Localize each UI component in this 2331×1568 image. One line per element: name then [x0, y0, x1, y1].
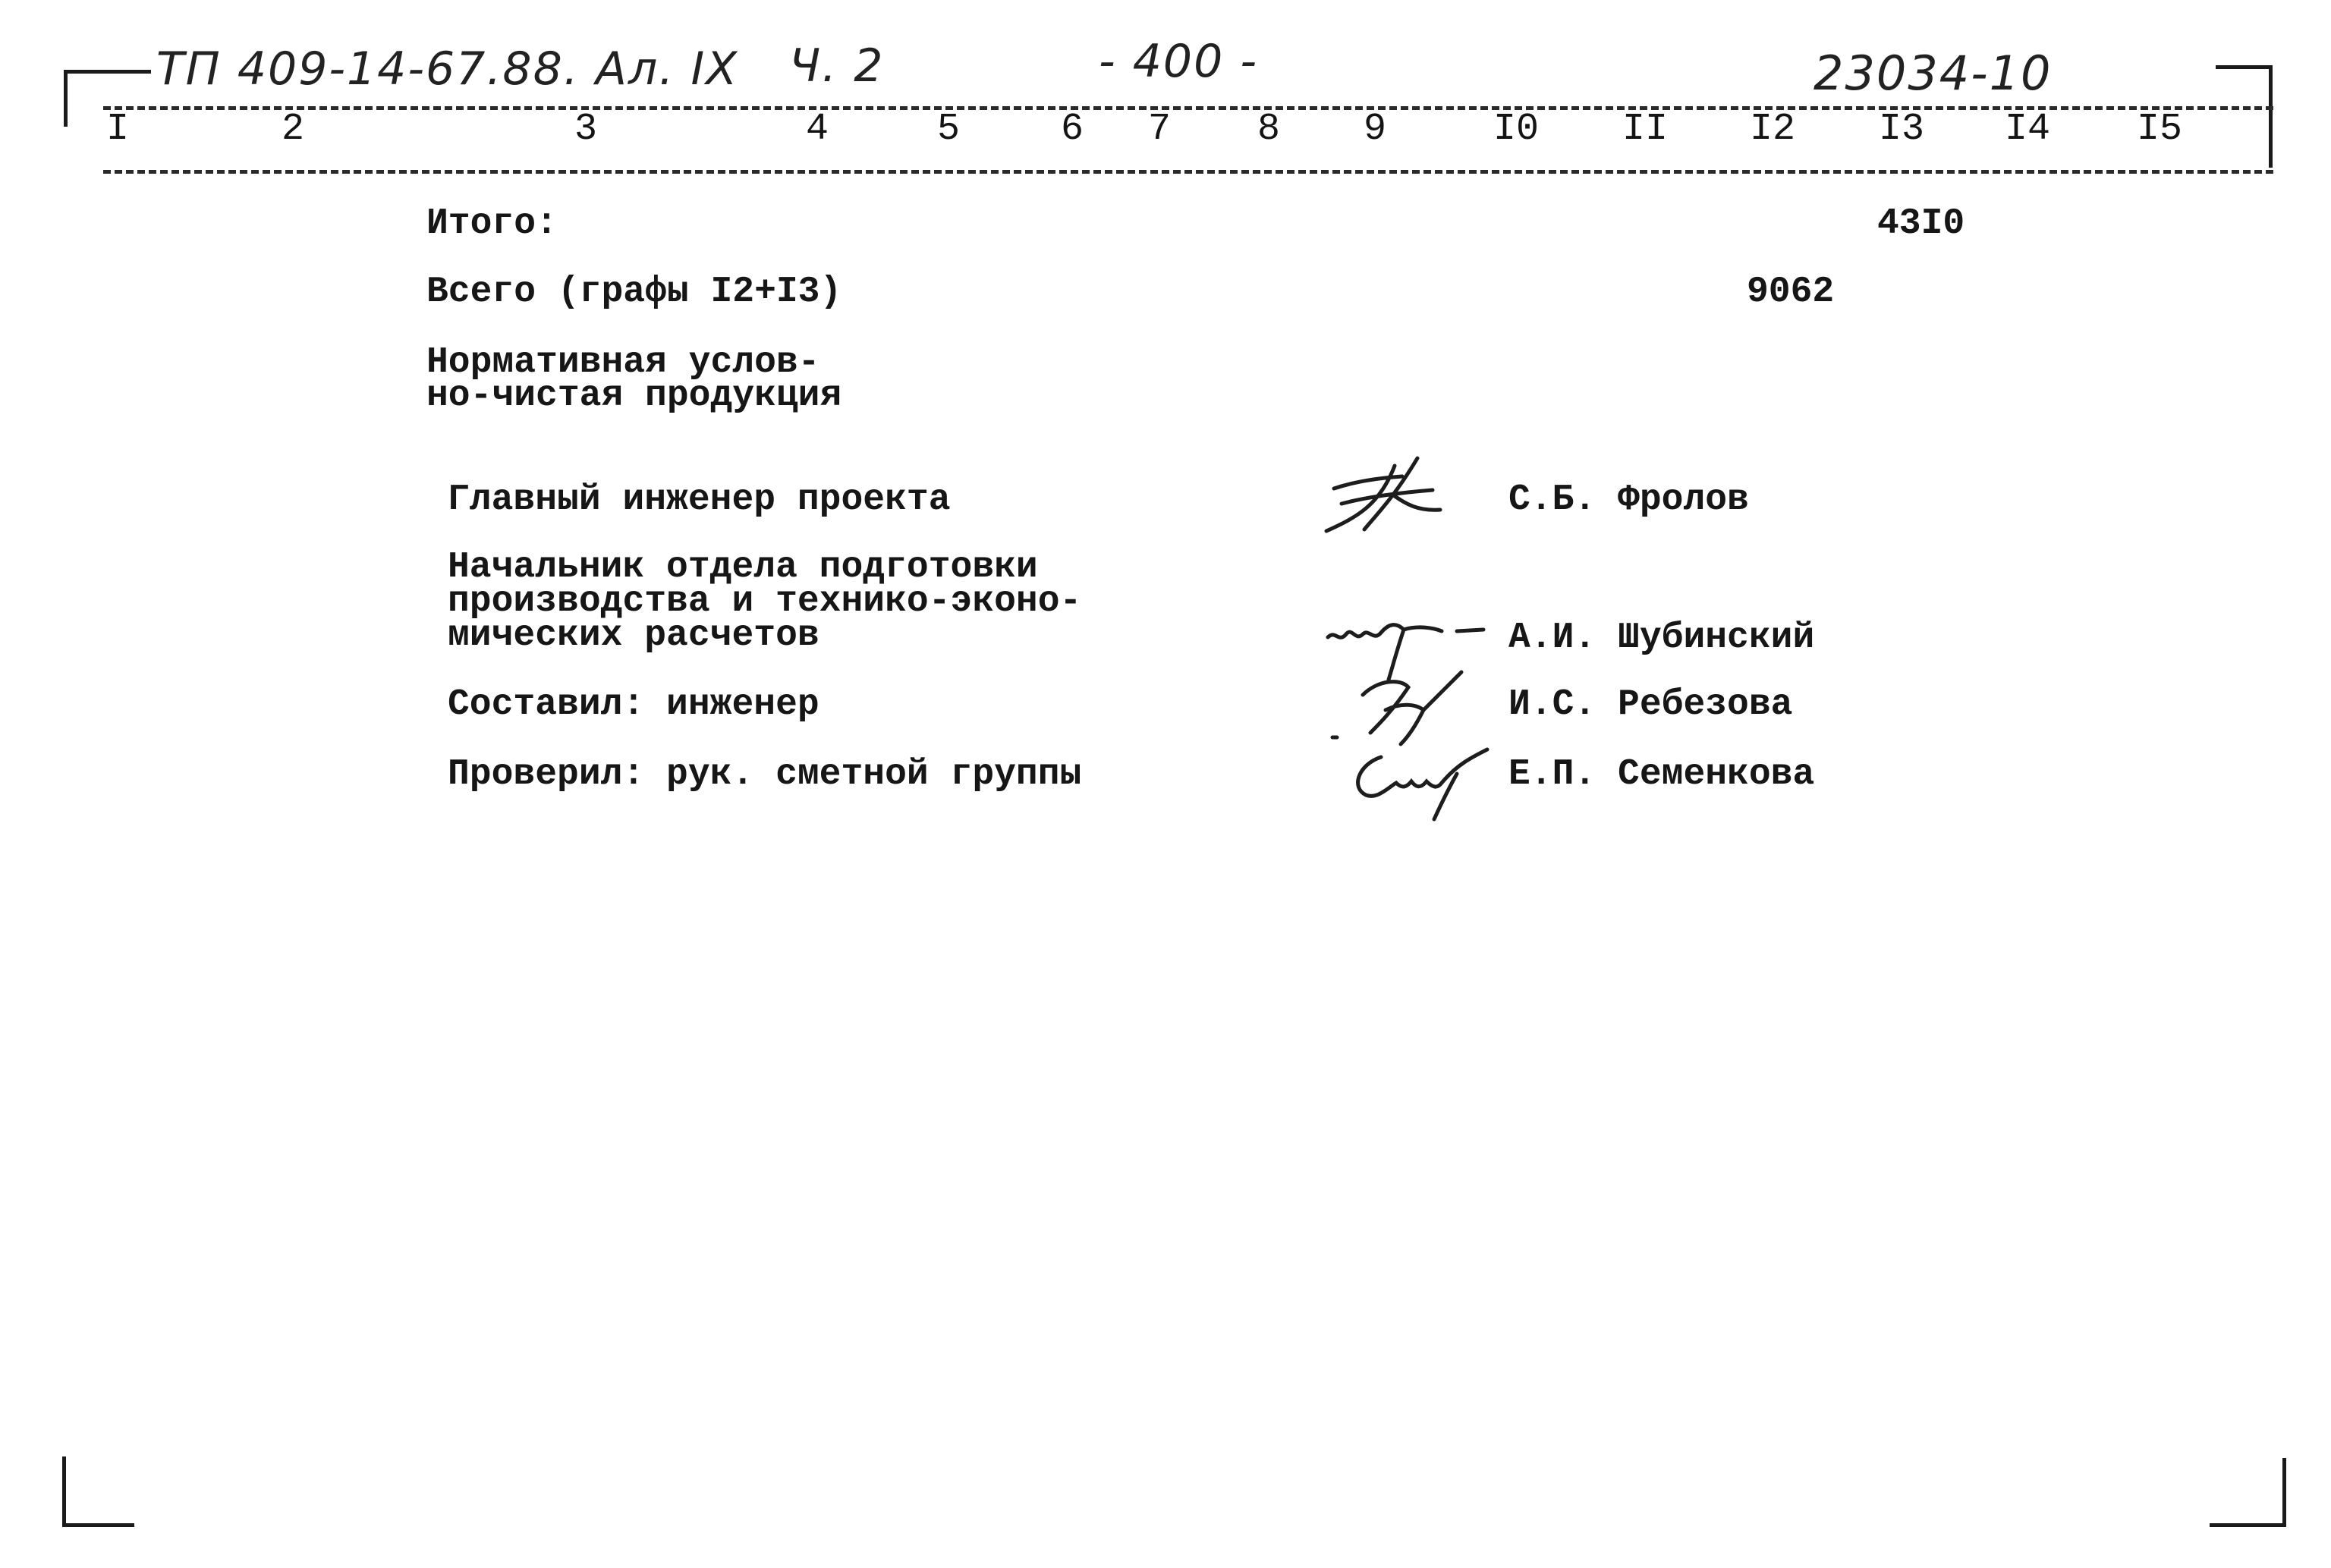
column-number: 6 — [1060, 108, 1084, 151]
normative-label: Нормативная услов- но-чистая продукция — [426, 342, 842, 416]
signature-role-chief-engineer: Главный инженер проекта — [448, 479, 951, 520]
column-number: I2 — [1749, 108, 1796, 151]
header-rule-bottom — [103, 170, 2273, 174]
column-number: II — [1622, 108, 1669, 151]
signature-name-compiler: И.С. Ребезова — [1508, 684, 1793, 725]
column-number: 5 — [936, 108, 961, 151]
document-part: Ч. 2 — [789, 39, 885, 93]
corner-mark-top-right — [2216, 65, 2273, 168]
column-number: I5 — [2136, 108, 2183, 151]
column-number: I0 — [1493, 108, 1540, 151]
handwritten-signature — [1335, 734, 1502, 825]
signature-role-department-head: Начальник отдела подготовки производства и технико-эконо- мических расчетов — [448, 547, 1082, 656]
itogo-label: Итого: — [426, 203, 558, 244]
signature-name-chief-engineer: С.Б. Фролов — [1508, 479, 1749, 520]
column-number: 2 — [281, 108, 305, 151]
column-number: 8 — [1257, 108, 1281, 151]
itogo-value: 43I0 — [1877, 203, 1965, 244]
column-number: I4 — [2004, 108, 2051, 151]
column-number: 4 — [805, 108, 829, 151]
column-number: I3 — [1878, 108, 1925, 151]
column-number: I — [105, 108, 130, 151]
header-rule-top — [103, 106, 2273, 110]
signature-name-department-head: А.И. Шубинский — [1508, 617, 1815, 658]
signature-role-compiler: Составил: инженер — [448, 684, 819, 725]
column-number: 9 — [1363, 108, 1387, 151]
column-number: 3 — [574, 108, 598, 151]
document-code: ТП 409-14-67.88. Ал. IX — [156, 42, 739, 96]
vsego-label: Всего (графы I2+I3) — [426, 272, 842, 313]
registration-number: 23034-10 — [1814, 46, 2053, 101]
corner-mark-bottom-left — [62, 1456, 134, 1527]
vsego-value: 9062 — [1747, 272, 1835, 313]
corner-mark-bottom-right — [2210, 1458, 2286, 1527]
signature-role-reviewer: Проверил: рук. сметной группы — [448, 754, 1082, 795]
signature-name-reviewer: Е.П. Семенкова — [1508, 754, 1815, 795]
handwritten-signature — [1311, 451, 1448, 542]
column-number: 7 — [1147, 108, 1172, 151]
page-number: - 400 - — [1099, 35, 1258, 88]
